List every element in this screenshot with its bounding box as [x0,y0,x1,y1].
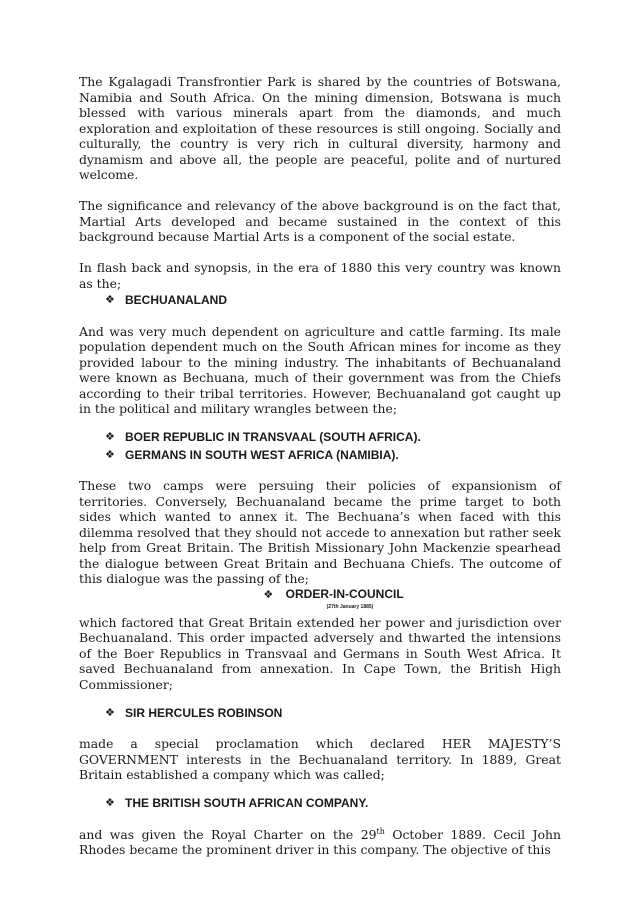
bullet-text: SIR HERCULES ROBINSON [125,705,283,720]
document-body [79,74,561,858]
diamond-bullet-icon: ❖ [263,588,274,601]
bullet-order-in-council [105,587,561,603]
royal-charter-text: and was given the Royal Charter on the 29 [79,826,377,842]
diamond-bullet-icon: ❖ [105,431,115,443]
diamond-bullet-icon: ❖ [105,706,115,719]
diamond-bullet-icon: ❖ [105,448,115,461]
bullet-text: BECHUANALAND [125,293,227,307]
bullet-germans [105,448,561,464]
paragraph-royal-charter [79,827,561,858]
paragraph-jurisdiction: which factored that Great Britain extended her power and jurisdiction over Bechuanaland. This order impacted adversely and thwarted the intensions of the Boer Republics in Transvaal and Germans in South West Africa. It saved Bechuanaland from annexation. In Cape Town, the British High Commissioner; [79,614,561,692]
bullet-hercules-robinson [105,706,561,722]
bullet-text: BOER REPUBLIC IN TRANSVAAL (SOUTH AFRICA). [125,430,421,444]
bullet-text: ORDER-IN-COUNCIL [285,586,404,601]
bullet-text: THE BRITISH SOUTH AFRICAN COMPANY. [125,796,369,810]
order-date-note: (27th January 1885) [326,603,374,610]
royal-charter-text-continued: October 1889. Cecil John Rhodes became the prominent driver in this company. The objective of this [79,826,561,857]
bullet-british-south-african-company [105,796,561,812]
paragraph-kgalagadi: The Kgalagadi Transfrontier Park is shared by the countries of Botswana, Namibia and South Africa. On the mining dimension, Botswana is much blessed with various minerals apart from the diamonds, and much exploration and exploitation of these resources is still ongoing. Socially and culturally, the country is very rich in cultural diversity, harmony and dynamism and above all, the people are peaceful, polite and of nurtured welcome. [79,74,561,182]
paragraph-proclamation: made a special proclamation which declared HER MAJESTY’S GOVERNMENT interests in the Bechuanaland territory. In 1889, Great Britain established a company which was called; [79,736,561,782]
paragraph-agriculture: And was very much dependent on agriculture and cattle farming. Its male population dependent much on the South African mines for income as they provided labour to the mining industry. The inhabitants of Bechuanaland were known as Bechuana, much of their government was from the Chiefs according to their tribal territories. However, Bechuanaland got caught up in the political and military wrangles between the; [79,323,561,416]
bullet-text: GERMANS IN SOUTH WEST AFRICA (NAMIBIA). [125,447,399,462]
ordinal-suffix: th [376,826,385,836]
bullet-bechuanaland [105,293,561,309]
bullet-boer-republic [105,430,561,446]
paragraph-expansionism: These two camps were persuing their policies of expansionism of territories. Conversely, Bechuanaland became the prime target to both sides which wanted to annex it. The Bechuana’s when faced with this dilemma resolved that they should not accede to annexation but rather seek help from Great Britain. The British Missionary John Mackenzie spearhead the dialogue between Great Britain and Bechuana Chiefs. The outcome of this dialogue was the passing of the; [79,478,561,586]
diamond-bullet-icon: ❖ [105,294,115,306]
diamond-bullet-icon: ❖ [105,797,115,809]
paragraph-significance: The significance and relevancy of the above background is on the fact that, Martial Arts developed and became sustained in the context of this background because Martial Arts is a component of the social estate. [79,198,561,244]
paragraph-flashback: In flash back and synopsis, in the era of 1880 this very country was known as the; [79,260,561,291]
